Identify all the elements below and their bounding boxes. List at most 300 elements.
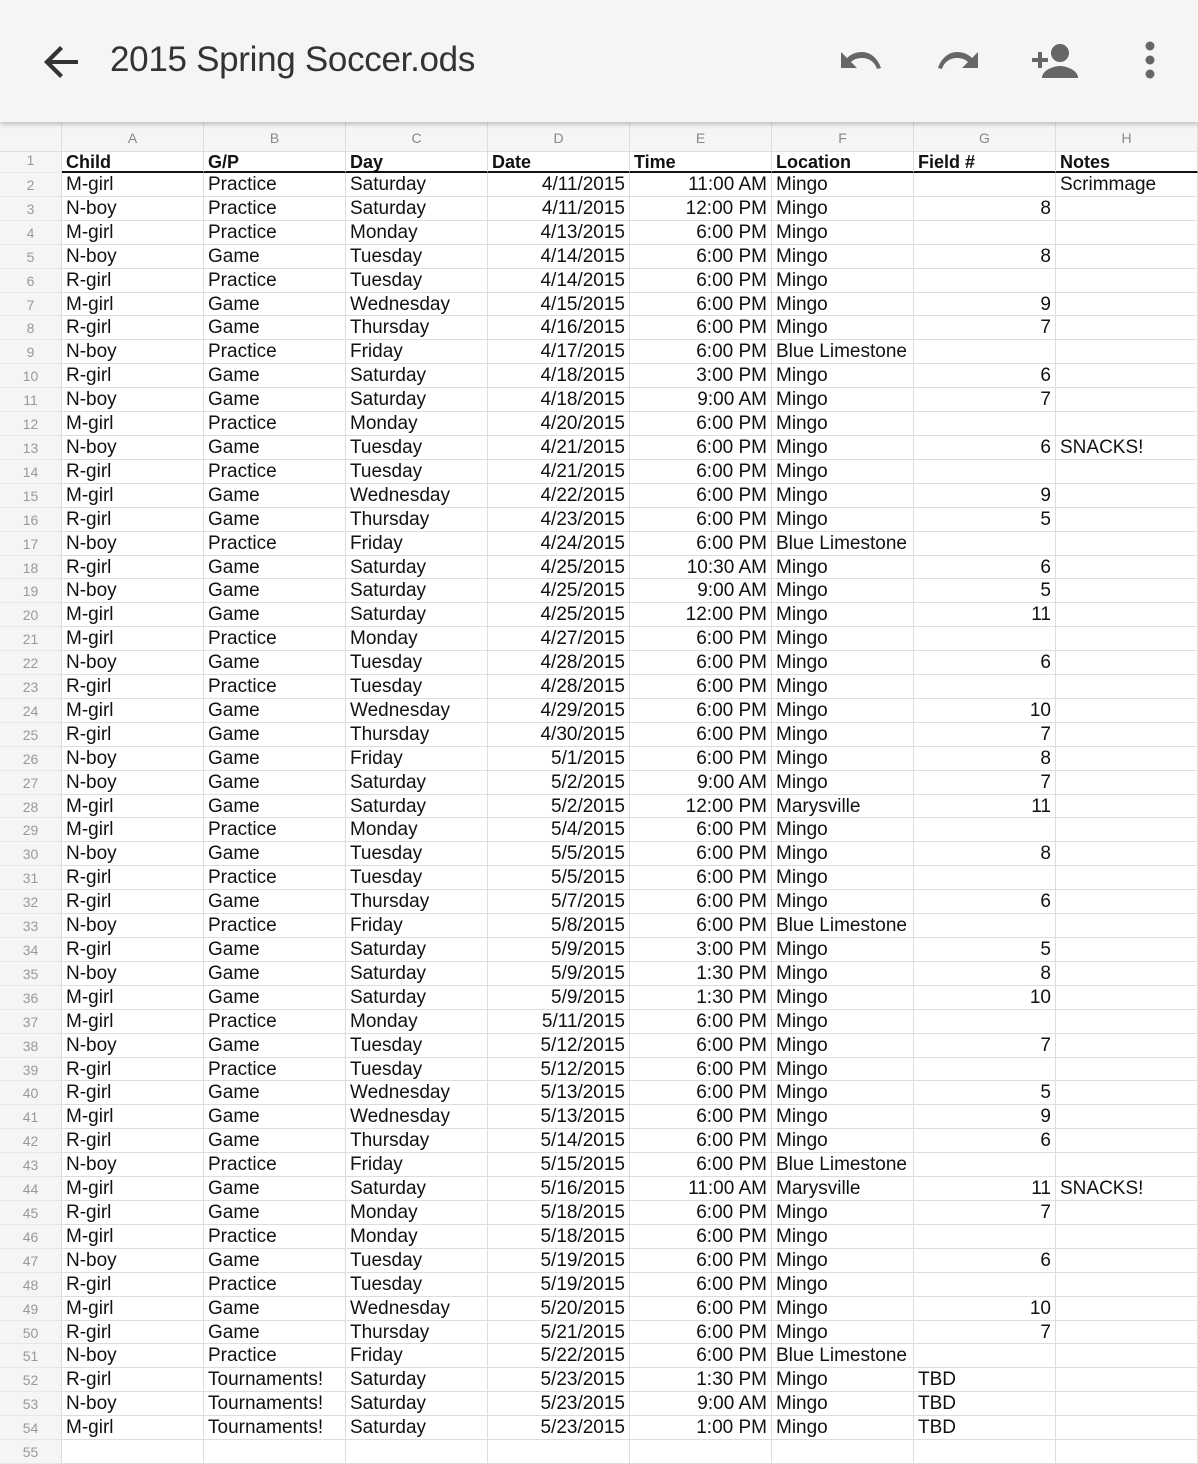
cell[interactable]: R-girl (62, 269, 204, 293)
cell[interactable]: Saturday (346, 579, 488, 603)
cell[interactable] (1056, 197, 1198, 221)
cell[interactable] (914, 532, 1056, 556)
cell[interactable]: 7 (914, 1034, 1056, 1058)
cell[interactable]: Practice (204, 197, 346, 221)
cell[interactable]: 4/18/2015 (488, 388, 630, 412)
cell[interactable]: Mingo (772, 890, 914, 914)
cell[interactable]: 6:00 PM (630, 1058, 772, 1082)
cell[interactable]: 6 (914, 436, 1056, 460)
cell[interactable]: Mingo (772, 460, 914, 484)
row-number[interactable]: 11 (0, 388, 62, 412)
row-number[interactable]: 50 (0, 1321, 62, 1345)
cell[interactable]: Friday (346, 914, 488, 938)
cell[interactable] (914, 1225, 1056, 1249)
cell[interactable] (1056, 890, 1198, 914)
cell[interactable] (914, 269, 1056, 293)
cell[interactable]: Mingo (772, 173, 914, 197)
cell[interactable]: Game (204, 1201, 346, 1225)
cell[interactable]: 5/20/2015 (488, 1297, 630, 1321)
cell[interactable]: Monday (346, 627, 488, 651)
column-header-g[interactable]: G (914, 122, 1056, 151)
cell[interactable] (488, 1440, 630, 1464)
column-header-a[interactable]: A (62, 122, 204, 151)
cell[interactable]: Mingo (772, 1129, 914, 1153)
row-number[interactable]: 2 (0, 173, 62, 197)
cell[interactable] (1056, 627, 1198, 651)
row-number[interactable]: 32 (0, 890, 62, 914)
cell[interactable]: 5/23/2015 (488, 1368, 630, 1392)
cell[interactable]: N-boy (62, 1344, 204, 1368)
header-cell[interactable]: Field # (914, 152, 1056, 173)
header-cell[interactable]: Location (772, 152, 914, 173)
cell[interactable]: 6 (914, 1129, 1056, 1153)
cell[interactable] (1056, 1368, 1198, 1392)
cell[interactable]: Practice (204, 914, 346, 938)
cell[interactable]: Practice (204, 532, 346, 556)
cell[interactable]: Blue Limestone (772, 532, 914, 556)
cell[interactable] (914, 1058, 1056, 1082)
cell[interactable] (1056, 412, 1198, 436)
cell[interactable]: Game (204, 1177, 346, 1201)
cell[interactable]: Mingo (772, 316, 914, 340)
cell[interactable]: Game (204, 245, 346, 269)
undo-icon[interactable] (835, 36, 887, 88)
cell[interactable] (1056, 364, 1198, 388)
cell[interactable]: 12:00 PM (630, 603, 772, 627)
cell[interactable]: 6:00 PM (630, 484, 772, 508)
cell[interactable]: 4/13/2015 (488, 221, 630, 245)
row-number[interactable]: 43 (0, 1153, 62, 1177)
row-number[interactable]: 13 (0, 436, 62, 460)
cell[interactable]: Mingo (772, 699, 914, 723)
row-number[interactable]: 28 (0, 795, 62, 819)
cell[interactable] (1056, 340, 1198, 364)
cell[interactable]: Practice (204, 675, 346, 699)
cell[interactable]: 4/28/2015 (488, 651, 630, 675)
cell[interactable]: TBD (914, 1368, 1056, 1392)
cell[interactable] (1056, 914, 1198, 938)
cell[interactable]: Practice (204, 460, 346, 484)
cell[interactable]: Wednesday (346, 1105, 488, 1129)
cell[interactable]: Game (204, 1321, 346, 1345)
row-number[interactable]: 26 (0, 747, 62, 771)
cell[interactable]: 1:30 PM (630, 1368, 772, 1392)
cell[interactable]: 4/24/2015 (488, 532, 630, 556)
row-number[interactable]: 17 (0, 532, 62, 556)
cell[interactable] (914, 818, 1056, 842)
cell[interactable]: 4/22/2015 (488, 484, 630, 508)
cell[interactable]: Friday (346, 1344, 488, 1368)
cell[interactable]: 4/15/2015 (488, 293, 630, 317)
cell[interactable] (1056, 1010, 1198, 1034)
spreadsheet-grid[interactable] (0, 122, 1198, 1464)
cell[interactable] (914, 412, 1056, 436)
cell[interactable]: R-girl (62, 1129, 204, 1153)
header-cell[interactable]: Date (488, 152, 630, 173)
row-number[interactable]: 29 (0, 818, 62, 842)
cell[interactable]: M-girl (62, 699, 204, 723)
cell[interactable]: 7 (914, 388, 1056, 412)
cell[interactable]: 6:00 PM (630, 460, 772, 484)
cell[interactable]: Mingo (772, 1081, 914, 1105)
cell[interactable]: Tuesday (346, 269, 488, 293)
cell[interactable]: 6:00 PM (630, 1153, 772, 1177)
cell[interactable]: Game (204, 603, 346, 627)
cell[interactable]: 6:00 PM (630, 866, 772, 890)
cell[interactable]: R-girl (62, 723, 204, 747)
cell[interactable]: 6 (914, 364, 1056, 388)
column-header-f[interactable]: F (772, 122, 914, 151)
cell[interactable]: Saturday (346, 795, 488, 819)
cell[interactable]: 6:00 PM (630, 914, 772, 938)
cell[interactable]: M-girl (62, 1177, 204, 1201)
cell[interactable]: 4/21/2015 (488, 436, 630, 460)
cell[interactable]: Mingo (772, 508, 914, 532)
cell[interactable] (1056, 579, 1198, 603)
cell[interactable]: 5/22/2015 (488, 1344, 630, 1368)
cell[interactable]: 6 (914, 556, 1056, 580)
cell[interactable]: 9 (914, 1105, 1056, 1129)
cell[interactable]: Wednesday (346, 1297, 488, 1321)
cell[interactable]: Tournaments! (204, 1392, 346, 1416)
cell[interactable]: 1:30 PM (630, 986, 772, 1010)
cell[interactable]: Mingo (772, 1416, 914, 1440)
cell[interactable]: 6:00 PM (630, 412, 772, 436)
cell[interactable]: R-girl (62, 1368, 204, 1392)
cell[interactable]: 6:00 PM (630, 890, 772, 914)
cell[interactable]: Saturday (346, 938, 488, 962)
cell[interactable]: Mingo (772, 842, 914, 866)
cell[interactable]: Blue Limestone (772, 914, 914, 938)
cell[interactable]: Saturday (346, 962, 488, 986)
header-cell[interactable]: G/P (204, 152, 346, 173)
cell[interactable]: Game (204, 316, 346, 340)
cell[interactable]: 5/21/2015 (488, 1321, 630, 1345)
cell[interactable]: TBD (914, 1416, 1056, 1440)
cell[interactable]: Mingo (772, 1321, 914, 1345)
cell[interactable]: M-girl (62, 221, 204, 245)
cell[interactable]: M-girl (62, 1225, 204, 1249)
cell[interactable]: R-girl (62, 938, 204, 962)
cell[interactable]: R-girl (62, 508, 204, 532)
cell[interactable]: Game (204, 388, 346, 412)
cell[interactable] (1056, 1321, 1198, 1345)
cell[interactable] (630, 1440, 772, 1464)
cell[interactable] (1056, 1153, 1198, 1177)
cell[interactable]: M-girl (62, 412, 204, 436)
cell[interactable]: Tournaments! (204, 1416, 346, 1440)
cell[interactable]: Tuesday (346, 1273, 488, 1297)
row-number[interactable]: 27 (0, 771, 62, 795)
cell[interactable]: 6 (914, 651, 1056, 675)
cell[interactable]: 6:00 PM (630, 723, 772, 747)
cell[interactable]: N-boy (62, 651, 204, 675)
cell[interactable] (1056, 651, 1198, 675)
cell[interactable]: 4/25/2015 (488, 579, 630, 603)
cell[interactable]: Game (204, 436, 346, 460)
cell[interactable]: 3:00 PM (630, 938, 772, 962)
cell[interactable]: 4/25/2015 (488, 603, 630, 627)
row-number[interactable]: 3 (0, 197, 62, 221)
cell[interactable]: 11 (914, 795, 1056, 819)
cell[interactable]: N-boy (62, 1153, 204, 1177)
cell[interactable]: R-girl (62, 1201, 204, 1225)
cell[interactable]: Game (204, 795, 346, 819)
cell[interactable]: 4/14/2015 (488, 269, 630, 293)
cell[interactable]: N-boy (62, 532, 204, 556)
cell[interactable]: Mingo (772, 938, 914, 962)
cell[interactable]: 11:00 AM (630, 1177, 772, 1201)
row-number[interactable]: 39 (0, 1058, 62, 1082)
row-number[interactable]: 42 (0, 1129, 62, 1153)
cell[interactable]: Saturday (346, 173, 488, 197)
cell[interactable]: Monday (346, 412, 488, 436)
cell[interactable]: Practice (204, 1010, 346, 1034)
cell[interactable]: 9:00 AM (630, 771, 772, 795)
cell[interactable]: Mingo (772, 675, 914, 699)
cell[interactable]: 6:00 PM (630, 245, 772, 269)
cell[interactable]: 7 (914, 723, 1056, 747)
cell[interactable]: R-girl (62, 866, 204, 890)
redo-icon[interactable] (932, 36, 984, 88)
more-vert-icon[interactable] (1124, 36, 1176, 88)
cell[interactable]: 9:00 AM (630, 388, 772, 412)
cell[interactable] (914, 340, 1056, 364)
cell[interactable] (914, 221, 1056, 245)
cell[interactable]: Game (204, 651, 346, 675)
cell[interactable]: Tuesday (346, 866, 488, 890)
cell[interactable]: 11:00 AM (630, 173, 772, 197)
row-number[interactable]: 49 (0, 1297, 62, 1321)
cell[interactable] (772, 1440, 914, 1464)
cell[interactable]: 5/16/2015 (488, 1177, 630, 1201)
cell[interactable] (1056, 460, 1198, 484)
row-number[interactable]: 23 (0, 675, 62, 699)
cell[interactable]: Tuesday (346, 460, 488, 484)
cell[interactable]: Mingo (772, 723, 914, 747)
cell[interactable]: Tuesday (346, 436, 488, 460)
cell[interactable]: Practice (204, 1153, 346, 1177)
cell[interactable]: 4/11/2015 (488, 173, 630, 197)
cell[interactable]: M-girl (62, 173, 204, 197)
cell[interactable]: 6:00 PM (630, 675, 772, 699)
row-number[interactable]: 52 (0, 1368, 62, 1392)
cell[interactable]: 5/14/2015 (488, 1129, 630, 1153)
cell[interactable]: Blue Limestone (772, 1344, 914, 1368)
cell[interactable]: M-girl (62, 1105, 204, 1129)
row-number[interactable]: 18 (0, 556, 62, 580)
cell[interactable] (62, 1440, 204, 1464)
cell[interactable]: Mingo (772, 221, 914, 245)
cell[interactable]: Saturday (346, 771, 488, 795)
cell[interactable]: 4/18/2015 (488, 364, 630, 388)
cell[interactable]: N-boy (62, 340, 204, 364)
cell[interactable]: 6:00 PM (630, 818, 772, 842)
row-number[interactable]: 12 (0, 412, 62, 436)
cell[interactable]: Mingo (772, 818, 914, 842)
cell[interactable]: Mingo (772, 1058, 914, 1082)
cell[interactable] (1056, 1081, 1198, 1105)
cell[interactable] (914, 460, 1056, 484)
cell[interactable] (1056, 699, 1198, 723)
row-number[interactable]: 7 (0, 293, 62, 317)
cell[interactable]: 12:00 PM (630, 795, 772, 819)
cell[interactable]: Game (204, 723, 346, 747)
cell[interactable]: M-girl (62, 627, 204, 651)
cell[interactable]: Practice (204, 866, 346, 890)
cell[interactable]: 6:00 PM (630, 1321, 772, 1345)
cell[interactable]: Mingo (772, 579, 914, 603)
cell[interactable]: 9:00 AM (630, 579, 772, 603)
cell[interactable] (914, 1010, 1056, 1034)
cell[interactable]: 5/9/2015 (488, 962, 630, 986)
row-number[interactable]: 44 (0, 1177, 62, 1201)
row-number[interactable]: 30 (0, 842, 62, 866)
cell[interactable]: Mingo (772, 1249, 914, 1273)
row-number[interactable]: 22 (0, 651, 62, 675)
cell[interactable]: Mingo (772, 1201, 914, 1225)
cell[interactable]: Tuesday (346, 1058, 488, 1082)
cell[interactable]: Game (204, 890, 346, 914)
cell[interactable]: 5/7/2015 (488, 890, 630, 914)
cell[interactable]: 5/8/2015 (488, 914, 630, 938)
cell[interactable]: Tuesday (346, 245, 488, 269)
cell[interactable]: Mingo (772, 866, 914, 890)
cell[interactable]: Mingo (772, 986, 914, 1010)
cell[interactable]: Mingo (772, 1034, 914, 1058)
cell[interactable]: 3:00 PM (630, 364, 772, 388)
cell[interactable]: 11 (914, 603, 1056, 627)
row-number[interactable]: 55 (0, 1440, 62, 1464)
cell[interactable]: Tuesday (346, 651, 488, 675)
cell[interactable]: N-boy (62, 245, 204, 269)
cell[interactable]: Monday (346, 1225, 488, 1249)
cell[interactable]: N-boy (62, 962, 204, 986)
cell[interactable] (1056, 532, 1198, 556)
cell[interactable]: 7 (914, 1321, 1056, 1345)
cell[interactable] (1056, 1344, 1198, 1368)
cell[interactable]: Game (204, 747, 346, 771)
cell[interactable]: Friday (346, 747, 488, 771)
cell[interactable]: Mingo (772, 269, 914, 293)
cell[interactable]: 4/23/2015 (488, 508, 630, 532)
cell[interactable]: 5/19/2015 (488, 1273, 630, 1297)
cell[interactable]: 5/9/2015 (488, 938, 630, 962)
cell[interactable]: M-girl (62, 293, 204, 317)
cell[interactable]: 5/15/2015 (488, 1153, 630, 1177)
cell[interactable]: 4/20/2015 (488, 412, 630, 436)
cell[interactable]: 5/1/2015 (488, 747, 630, 771)
cell[interactable]: Mingo (772, 293, 914, 317)
cell[interactable]: 8 (914, 842, 1056, 866)
cell[interactable]: 5 (914, 508, 1056, 532)
cell[interactable]: Thursday (346, 508, 488, 532)
row-number[interactable]: 25 (0, 723, 62, 747)
cell[interactable]: Friday (346, 1153, 488, 1177)
cell[interactable]: 4/27/2015 (488, 627, 630, 651)
cell[interactable] (914, 675, 1056, 699)
cell[interactable]: 4/29/2015 (488, 699, 630, 723)
cell[interactable] (1056, 1416, 1198, 1440)
cell[interactable]: N-boy (62, 197, 204, 221)
cell[interactable]: Saturday (346, 986, 488, 1010)
cell[interactable] (1056, 603, 1198, 627)
cell[interactable]: Practice (204, 173, 346, 197)
cell[interactable]: N-boy (62, 914, 204, 938)
cell[interactable] (914, 173, 1056, 197)
cell[interactable]: Monday (346, 221, 488, 245)
cell[interactable] (1056, 1273, 1198, 1297)
row-number[interactable]: 35 (0, 962, 62, 986)
cell[interactable]: 6:00 PM (630, 1273, 772, 1297)
cell[interactable]: 6:00 PM (630, 508, 772, 532)
cell[interactable]: N-boy (62, 388, 204, 412)
cell[interactable] (1056, 1225, 1198, 1249)
cell[interactable]: Saturday (346, 1416, 488, 1440)
cell[interactable]: 6:00 PM (630, 532, 772, 556)
cell[interactable] (1056, 723, 1198, 747)
cell[interactable]: Game (204, 771, 346, 795)
cell[interactable]: M-girl (62, 1297, 204, 1321)
cell[interactable]: N-boy (62, 842, 204, 866)
cell[interactable]: 5/4/2015 (488, 818, 630, 842)
arrow-back-icon[interactable] (40, 40, 84, 84)
cell[interactable]: Game (204, 579, 346, 603)
cell[interactable]: Practice (204, 1273, 346, 1297)
cell[interactable]: R-girl (62, 1273, 204, 1297)
cell[interactable]: 6:00 PM (630, 842, 772, 866)
row-number[interactable]: 5 (0, 245, 62, 269)
row-number[interactable]: 48 (0, 1273, 62, 1297)
cell[interactable] (1056, 316, 1198, 340)
cell[interactable] (1056, 818, 1198, 842)
row-number[interactable]: 47 (0, 1249, 62, 1273)
cell[interactable]: Blue Limestone (772, 340, 914, 364)
cell[interactable]: Game (204, 1105, 346, 1129)
cell[interactable] (1056, 221, 1198, 245)
cell[interactable]: 6:00 PM (630, 1344, 772, 1368)
cell[interactable]: 4/16/2015 (488, 316, 630, 340)
cell[interactable]: TBD (914, 1392, 1056, 1416)
cell[interactable]: 9 (914, 484, 1056, 508)
cell[interactable]: Mingo (772, 436, 914, 460)
cell[interactable]: Practice (204, 818, 346, 842)
cell[interactable]: 6:00 PM (630, 1201, 772, 1225)
cell[interactable]: 4/11/2015 (488, 197, 630, 221)
row-number[interactable]: 6 (0, 269, 62, 293)
cell[interactable]: Mingo (772, 412, 914, 436)
cell[interactable] (1056, 1105, 1198, 1129)
cell[interactable]: Mingo (772, 1273, 914, 1297)
cell[interactable]: Practice (204, 269, 346, 293)
row-number[interactable]: 31 (0, 866, 62, 890)
cell[interactable] (1056, 1129, 1198, 1153)
cell[interactable]: 10:30 AM (630, 556, 772, 580)
cell[interactable]: M-girl (62, 1010, 204, 1034)
cell[interactable] (1056, 388, 1198, 412)
cell[interactable]: 8 (914, 962, 1056, 986)
cell[interactable]: 4/28/2015 (488, 675, 630, 699)
cell[interactable] (914, 1273, 1056, 1297)
cell[interactable]: 7 (914, 771, 1056, 795)
row-number[interactable]: 33 (0, 914, 62, 938)
cell[interactable]: 6:00 PM (630, 1129, 772, 1153)
cell[interactable]: 6:00 PM (630, 1034, 772, 1058)
cell[interactable]: Saturday (346, 364, 488, 388)
row-number[interactable]: 19 (0, 579, 62, 603)
cell[interactable]: 4/17/2015 (488, 340, 630, 364)
cell[interactable]: Mingo (772, 1368, 914, 1392)
